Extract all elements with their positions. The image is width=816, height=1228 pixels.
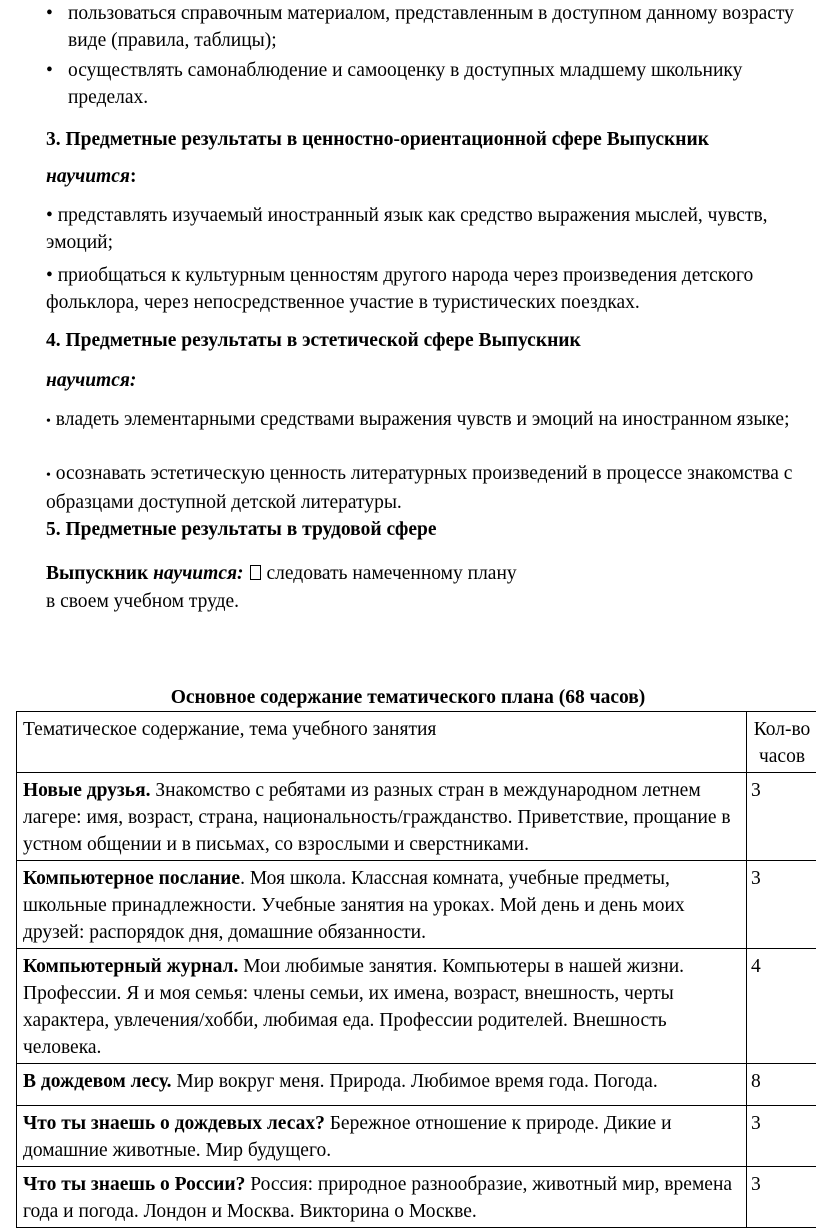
topic-cell: В дождевом лесу. Мир вокруг меня. Природа. Любимое время года. Погода. (17, 1064, 747, 1106)
hours-cell: 8 (747, 1064, 816, 1106)
section-5-heading: 5. Предметные результаты в трудовой сфере (46, 516, 816, 543)
bullet-text: пользоваться справочным материалом, представленным в доступном данному возрасту виде (правила, таблицы); (68, 0, 816, 54)
header-topic: Тематическое содержание, тема учебного занятия (17, 712, 747, 773)
section-3-item: • представлять изучаемый иностранный язык как средство выражения мыслей, чувств, эмоций; (46, 202, 816, 256)
bullet-text: осуществлять самонаблюдение и самооценку в доступных младшему школьнику пределах. (68, 57, 816, 111)
hours-cell: 3 (747, 1106, 816, 1167)
bullet-item: • осуществлять самонаблюдение и самооценку в доступных младшему школьнику пределах. (46, 57, 816, 111)
hours-cell: 3 (747, 1167, 816, 1228)
section-5-item-cont: в своем учебном труде. (46, 588, 816, 615)
topic-cell: Что ты знаешь о России? Россия: природное разнообразие, животный мир, времена года и погода. Лондон и Москва. Викторина о Москве. (17, 1167, 747, 1228)
table-row (17, 949, 816, 1064)
table-row (17, 1167, 816, 1228)
bullet-item: • пользоваться справочным материалом, представленным в доступном данному возрасту виде (правила, таблицы); (46, 0, 816, 54)
section-3-heading: 3. Предметные результаты в ценностно-ориентационной сфере Выпускник (46, 126, 816, 153)
table-row (17, 1106, 816, 1167)
plan-table (16, 711, 816, 1228)
section-3-learns: научится: (46, 163, 816, 190)
section-4-learns: научится: (46, 367, 816, 394)
topic-cell: Новые друзья. Знакомство с ребятами из разных стран в международном летнем лагере: имя, возраст, страна, национальность/гражданство. Приветствие, прощание в устном общении и в письмах, со взрослыми и сверстниками. (17, 773, 747, 861)
table-row (17, 773, 816, 861)
table-row (17, 1064, 816, 1106)
hours-cell: 4 (747, 949, 816, 1064)
hours-cell: 3 (747, 861, 816, 949)
topic-cell: Компьютерный журнал. Мои любимые занятия. Компьютеры в нашей жизни. Профессии. Я и моя семья: члены семьи, их имена, возраст, внешность, черты характера, увлечения/хобби, любимая еда. Профессии родителей. Внешность человека. (17, 949, 747, 1064)
table-header-row (17, 712, 816, 773)
square-bullet-icon (250, 565, 261, 580)
section-4-item: • владеть элементарными средствами выражения чувств и эмоций на иностранном языке; (46, 406, 816, 435)
section-4-item: • осознавать эстетическую ценность литературных произведений в процессе знакомства с образцами доступной детской литературы. (46, 460, 816, 516)
hours-cell: 3 (747, 773, 816, 861)
section-5-item: Выпускник научится: следовать намеченному плану (46, 560, 816, 587)
topic-cell: Компьютерное послание. Моя школа. Классная комната, учебные предметы, школьные принадлежности. Учебные занятия на уроках. Мой день и день моих друзей: распорядок дня, домашние обязанности. (17, 861, 747, 949)
section-3-item: • приобщаться к культурным ценностям другого народа через произведения детского фольклора, через непосредственное участие в туристических поездках. (46, 262, 816, 316)
topic-cell: Что ты знаешь о дождевых лесах? Бережное отношение к природе. Дикие и домашние животные. Мир будущего. (17, 1106, 747, 1167)
table-row (17, 861, 816, 949)
section-4-heading: 4. Предметные результаты в эстетической сфере Выпускник (46, 327, 816, 354)
header-hours: Кол-во часов (747, 712, 816, 773)
plan-title: Основное содержание тематического плана (68 часов) (0, 684, 816, 711)
